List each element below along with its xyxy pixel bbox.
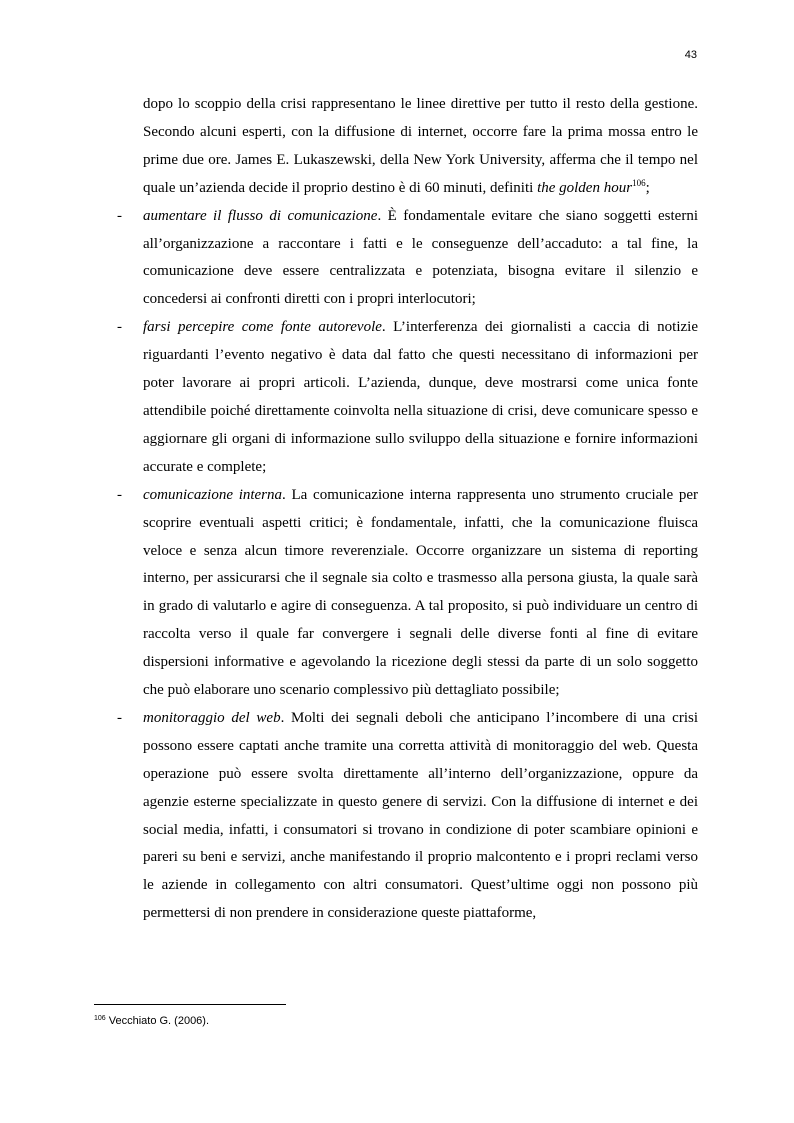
list-item [0,705,794,928]
footnote-reference[interactable]: 106 [632,177,646,188]
paragraph-continuation [0,91,794,203]
italic-term: the golden hour [537,179,633,196]
body-text [0,91,794,928]
footnote-number: 106 [94,1015,106,1022]
footnote [94,1015,209,1027]
list-item-heading: aumentare il flusso di comunicazione [143,207,378,224]
paragraph-text: dopo lo scoppio della crisi rappresentano le linee direttive per tutto il resto della gestione. Secondo alcuni esperti, con la diffusione di internet, occorre fare la prima mossa entro le prime due ore. James E. Lukaszewski, della New York University, afferma che il tempo nel quale un’azienda decide il proprio destino è di 60 minuti, definiti [143,96,698,196]
page-number: 43 [684,49,697,61]
list-item-text: . L’interferenza dei giornalisti a caccia di notizie riguardanti l’evento negativo è data dal fatto che questi necessitano di informazioni per poter lavorare ai propri articoli. L’azienda, dunque, deve mostrarsi come unica fonte attendibile poiché direttamente coinvolta nella situazione di crisi, deve comunicare spesso e aggiornare gli organi di informazione sullo sviluppo della situazione e fornire informazioni accurate e complete; [143,319,698,475]
list-item-text: . La comunicazione interna rappresenta uno strumento cruciale per scoprire eventuali aspetti critici; è fondamentale, infatti, che la comunicazione fluisca veloce e senza alcun timore reverenziale. Occorre organizzare un sistema di reporting interno, per assicurarsi che il segnale sia colto e trasmesso alla persona giusta, la quale sarà in grado di valutarlo e agire di conseguenza. A tal proposito, si può individuare un centro di raccolta verso il quale far convergere i segnali delle diverse fonti al fine di evitare dispersioni informative e agevolando la ricezione degli stessi da parte di un solo soggetto che può elaborare uno scenario complessivo più dettagliato possibile; [143,486,698,699]
list-item-heading: monitoraggio del web [143,709,281,726]
bullet-dash: - [117,207,122,224]
list-item [0,482,794,705]
list-item-text: . Molti dei segnali deboli che anticipano l’incombere di una crisi possono essere captati anche tramite una corretta attività di monitoraggio del web. Questa operazione può essere svolta direttamente all’interno dell’organizzazione, oppure da agenzie esterne specializzate in questo genere di servizi. Con la diffusione di internet e dei social media, infatti, i consumatori si trovano in condizione di poter scambiare opinioni e pareri su beni e servizi, anche manifestando il proprio malcontento e i propri reclami verso le aziende in collegamento con altri consumatori. Quest’ultime oggi non possono più permettersi di non prendere in considerazione queste piattaforme, [143,709,698,922]
bullet-dash: - [117,319,122,336]
list-item-heading: comunicazione interna [143,486,283,503]
paragraph-trailing: ; [645,179,650,196]
list-item-heading: farsi percepire come fonte autorevole [143,319,382,336]
footnote-separator [94,1004,286,1005]
list-item [0,314,794,481]
list-item-text: . È fondamentale evitare che siano soggetti esterni all’organizzazione a raccontare i fatti e le conseguenze dell’accaduto: a tal fine, la comunicazione deve essere centralizzata e potenziata, bisogna evitare il silenzio e concedersi ai confronti diretti con i propri interlocutori; [143,207,698,308]
bullet-dash: - [117,486,122,503]
footnote-text: Vecchiato G. (2006). [105,1015,210,1027]
bullet-dash: - [117,709,122,726]
list-item [0,203,794,315]
